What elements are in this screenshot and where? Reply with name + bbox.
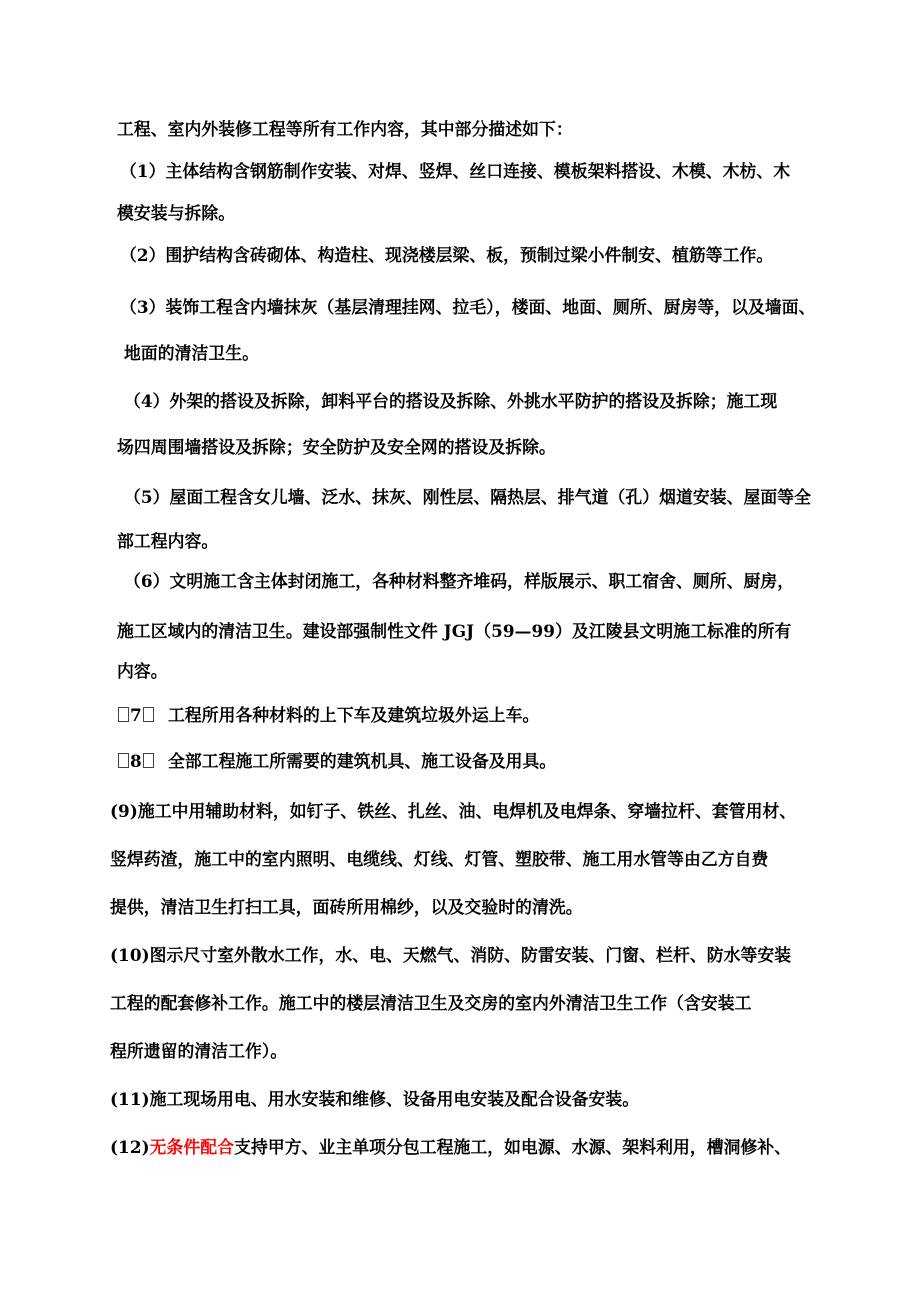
missing-glyph-box [143,753,154,768]
item-5-line-2: 部工程内容。 [117,531,219,551]
item-4-line-2: 场四周围墙搭设及拆除；安全防护及安全网的搭设及拆除。 [117,437,556,457]
item-9-line-3: 提供，清洁卫生打扫工具，面砖所用棉纱，以及交验时的清洗。 [110,897,583,917]
item-1-line-2: 模安装与拆除。 [117,203,236,223]
item-11-line-1: (11)施工现场用电、用水安装和维修、设备用电安装及配合设备安装。 [110,1089,640,1109]
item-10-line-3: 程所遗留的清洁工作）。 [110,1041,288,1061]
item-6-line-1: （6）文明施工含主体封闭施工，各种材料整齐堆码，样版展示、职工宿舍、厕所、厨房， [124,571,795,591]
item-8-number: 8 [130,751,142,771]
item-12-text: 支持甲方、业主单项分包工程施工，如电源、水源、架料利用，槽洞修补、 [234,1137,792,1157]
item-8-line-1 [117,750,155,772]
item-4-line-1: （4）外架的搭设及拆除，卸料平台的搭设及拆除、外挑水平防护的搭设及拆除；施工现 [124,391,778,411]
item-10-line-1: (10)图示尺寸室外散水工作，水、电、天燃气、消防、防雷安装、门窗、栏杆、防水等安装 [110,945,792,965]
item-10-line-2: 工程的配套修补工作。施工中的楼层清洁卫生及交房的室内外清洁卫生工作（含安装工 [110,993,752,1013]
text-line-1: 工程、室内外装修工程等所有工作内容，其中部分描述如下： [117,119,573,139]
item-7-number: 7 [130,705,142,725]
item-7-line-1 [117,704,155,726]
item-12-number: (12) [110,1137,150,1157]
item-5-line-1: （5）屋面工程含女儿墙、泛水、抹灰、刚性层、隔热层、排气道（孔）烟道安装、屋面等全 [124,487,812,507]
item-9-line-1: (9)施工中用辅助材料，如钉子、铁丝、扎丝、油、电焊机及电焊条、穿墙拉杆、套管用材、 [110,801,797,821]
item-3-line-2: 地面的清洁卫生。 [124,343,260,363]
item-8-text: 全部工程施工所需要的建筑机具、施工设备及用具。 [168,751,557,771]
item-9-line-2: 竖焊药渣，施工中的室内照明、电缆线、灯线、灯管、塑胶带、施工用水管等由乙方自费 [110,849,769,869]
missing-glyph-box [143,707,154,722]
item-3-line-1: （3）装饰工程含内墙抹灰（基层清理挂网、拉毛），楼面、地面、厕所、厨房等，以及墙面、 [120,297,816,317]
item-6-line-3: 内容。 [117,661,168,681]
item-1-line-1: （1）主体结构含钢筋制作安装、对焊、竖焊、丝口连接、模板架料搭设、木模、木枋、木 [120,161,791,181]
item-7-text: 工程所用各种材料的上下车及建筑垃圾外运上车。 [168,705,540,725]
missing-glyph-box [118,753,129,768]
highlighted-phrase: 无条件配合 [149,1137,235,1157]
item-2-line-1: （2）围护结构含砖砌体、构造柱、现浇楼层梁、板，预制过梁小件制安、植筋等工作。 [120,245,774,265]
item-12-line-1 [110,1136,791,1158]
missing-glyph-box [118,707,129,722]
item-6-line-2: 施工区域内的清洁卫生。建设部强制性文件 JGJ（59—99）及江陵县文明施工标准的所有 [117,621,792,641]
